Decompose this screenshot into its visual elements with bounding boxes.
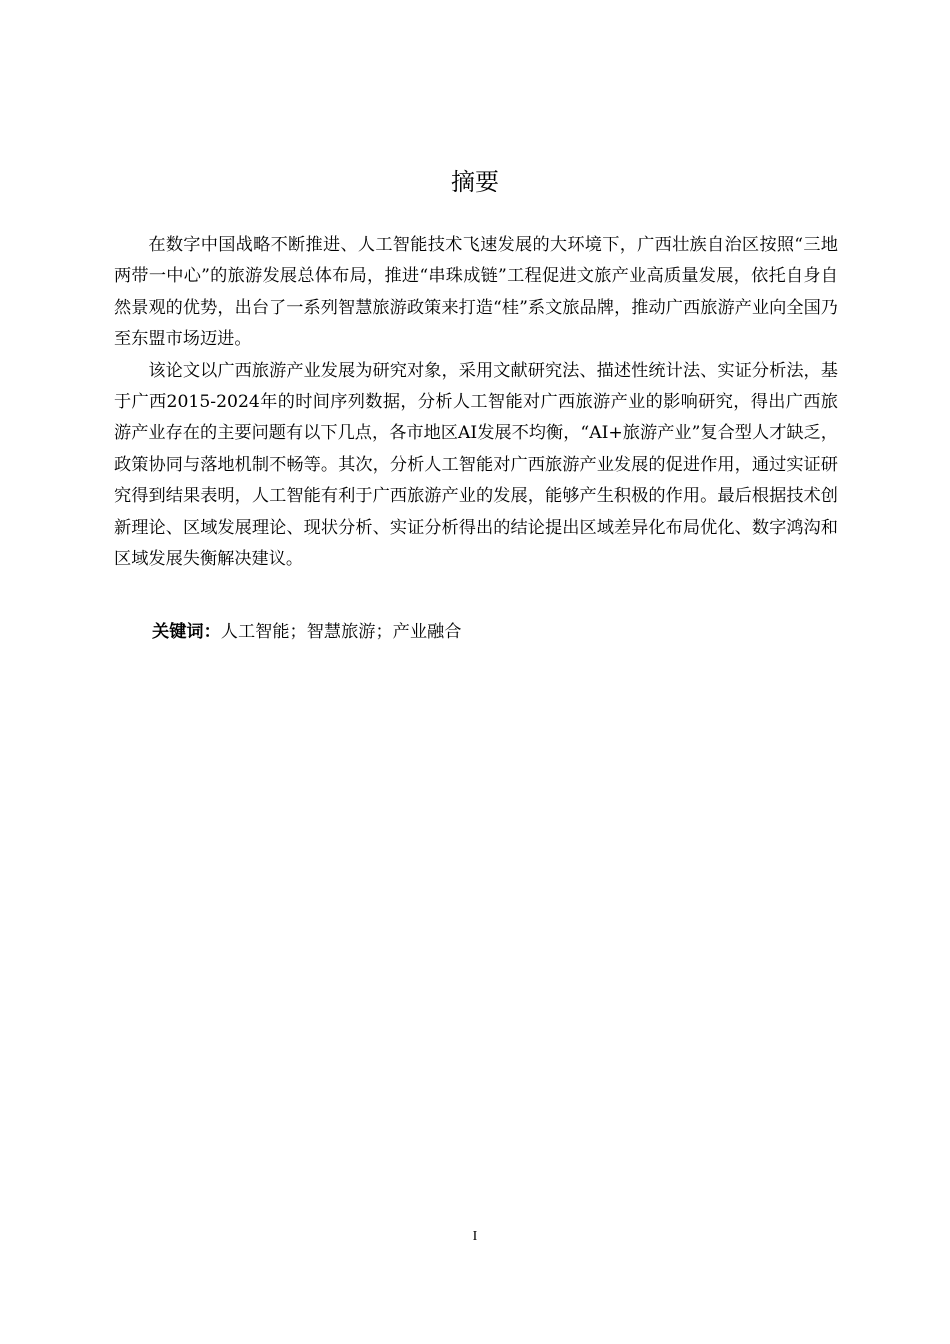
abstract-body	[114, 230, 838, 575]
keywords-line	[152, 617, 838, 648]
abstract-paragraph-1: 在数字中国战略不断推进、人工智能技术飞速发展的大环境下，广西壮族自治区按照“三地两带一中心”的旅游发展总体布局，推进“串珠成链”工程促进文旅产业高质量发展，依托自身自然景观的优势，出台了一系列智慧旅游政策来打造“桂”系文旅品牌，推动广西旅游产业向全国乃至东盟市场迈进。	[114, 235, 838, 350]
keywords-text: 人工智能；智慧旅游；产业融合	[220, 622, 462, 642]
abstract-paragraph-2: 该论文以广西旅游产业发展为研究对象，采用文献研究法、描述性统计法、实证分析法，基于广西2015-2024年的时间序列数据，分析人工智能对广西旅游产业的影响研究，得出广西旅游产业存在的主要问题有以下几点，各市地区AI发展不均衡，“AI+旅游产业”复合型人才缺乏，政策协同与落地机制不畅等。其次，分析人工智能对广西旅游产业发展的促进作用，通过实证研究得到结果表明，人工智能有利于广西旅游产业的发展，能够产生积极的作用。最后根据技术创新理论、区域发展理论、现状分析、实证分析得出的结论提出区域差异化布局优化、数字鸿沟和区域发展失衡解决建议。	[114, 360, 838, 570]
keywords-label: 关键词：	[152, 622, 221, 642]
abstract-title: 摘要	[451, 168, 499, 196]
page-number: I	[472, 1229, 478, 1244]
